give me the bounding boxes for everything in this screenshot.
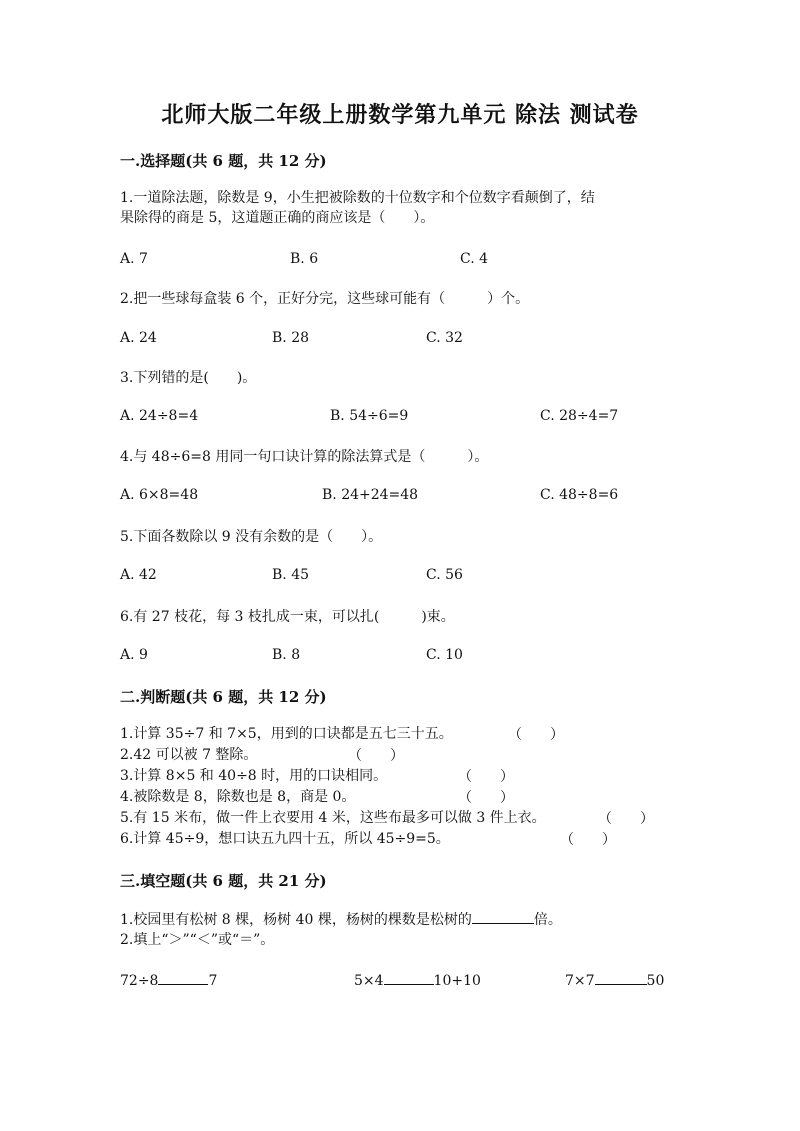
compare-3-blank[interactable]: [595, 970, 647, 985]
q1-option-b[interactable]: B. 6: [290, 251, 319, 267]
fill-q1-text: 1.校园里有松树 8 棵，杨树 40 棵，杨树的棵数是松树的: [120, 912, 472, 928]
page-title: 北师大版二年级上册数学第九单元 除法 测试卷: [161, 102, 639, 128]
q1-option-a[interactable]: A. 7: [120, 251, 148, 267]
compare-2-right: 10+10: [433, 973, 481, 989]
judge-item-6: 6.计算 45÷9，想口诀五九四十五，所以 45÷9=5。: [120, 831, 450, 847]
q6-option-b[interactable]: B. 8: [272, 647, 301, 663]
q3-option-b[interactable]: B. 54÷6=9: [330, 408, 409, 424]
q5-option-b[interactable]: B. 45: [272, 567, 310, 583]
judge-item-4: 4.被除数是 8，除数也是 8，商是 0。: [120, 789, 356, 805]
question-3: 3.下列错的是( )。: [120, 370, 257, 386]
judge-answer-2[interactable]: （ ）: [348, 748, 404, 764]
compare-3-right: 50: [646, 973, 665, 989]
q5-option-a[interactable]: A. 42: [120, 567, 157, 583]
question-1: [120, 188, 680, 228]
q4-option-b[interactable]: B. 24+24=48: [322, 487, 419, 503]
compare-1: [120, 970, 217, 989]
q4-option-c[interactable]: C. 48÷8=6: [540, 487, 619, 503]
fill-q1-blank[interactable]: [472, 909, 534, 924]
q6-option-a[interactable]: A. 9: [120, 647, 148, 663]
q2-option-c[interactable]: C. 32: [426, 330, 463, 346]
judge-item-2: 2.42 可以被 7 整除。: [120, 747, 258, 763]
q5-option-c[interactable]: C. 56: [426, 567, 463, 583]
q4-option-a[interactable]: A. 6×8=48: [120, 487, 199, 503]
section-heading-true-false: 二.判断题(共 6 题，共 12 分): [120, 688, 327, 706]
question-6: 6.有 27 枝花，每 3 枝扎成一束，可以扎( )束。: [120, 609, 455, 625]
judge-answer-6[interactable]: （ ）: [560, 832, 616, 848]
section-heading-choice: 一.选择题(共 6 题，共 12 分): [120, 152, 327, 170]
fill-question-1: [120, 909, 680, 930]
section-heading-fill-blank: 三.填空题(共 6 题，共 21 分): [120, 872, 327, 890]
question-1-line1: 1.一道除法题，除数是 9，小生把被除数的十位数字和个位数字看颠倒了，结: [120, 190, 595, 206]
question-2: 2.把一些球每盒装 6 个，正好分完，这些球可能有（ ）个。: [120, 291, 530, 307]
q2-option-b[interactable]: B. 28: [272, 330, 310, 346]
q2-option-a[interactable]: A. 24: [120, 330, 157, 346]
question-1-line2: 果除得的商是 5，这道题正确的商应该是（ ）。: [120, 210, 435, 226]
q3-option-a[interactable]: A. 24÷8=4: [120, 408, 199, 424]
compare-2-left: 5×4: [354, 973, 384, 989]
judge-answer-1[interactable]: （ ）: [508, 727, 564, 743]
judge-item-5: 5.有 15 米布，做一件上衣要用 4 米，这些布最多可以做 3 件上衣。: [120, 810, 546, 826]
compare-1-left: 72÷8: [120, 973, 159, 989]
fill-question-2: 2.填上“＞”“＜”或“＝”。: [120, 932, 275, 948]
compare-3: [565, 970, 664, 989]
q1-option-c[interactable]: C. 4: [460, 251, 489, 267]
question-4: 4.与 48÷6=8 用同一句口诀计算的除法算式是（ ）。: [120, 449, 489, 465]
judge-answer-5[interactable]: （ ）: [598, 811, 654, 827]
compare-1-blank[interactable]: [158, 970, 208, 985]
compare-1-right: 7: [208, 973, 218, 989]
q6-option-c[interactable]: C. 10: [426, 647, 463, 663]
q3-option-c[interactable]: C. 28÷4=7: [540, 408, 619, 424]
question-5: 5.下面各数除以 9 没有余数的是（ ）。: [120, 529, 383, 545]
judge-item-3: 3.计算 8×5 和 40÷8 时，用的口诀相同。: [120, 768, 388, 784]
compare-2: [354, 970, 481, 989]
fill-q1-suffix: 倍。: [533, 912, 562, 928]
compare-2-blank[interactable]: [384, 970, 434, 985]
judge-answer-3[interactable]: （ ）: [458, 769, 514, 785]
compare-3-left: 7×7: [565, 973, 595, 989]
judge-item-1: 1.计算 35÷7 和 7×5，用到的口诀都是五七三十五。: [120, 726, 453, 742]
judge-answer-4[interactable]: （ ）: [458, 790, 514, 806]
